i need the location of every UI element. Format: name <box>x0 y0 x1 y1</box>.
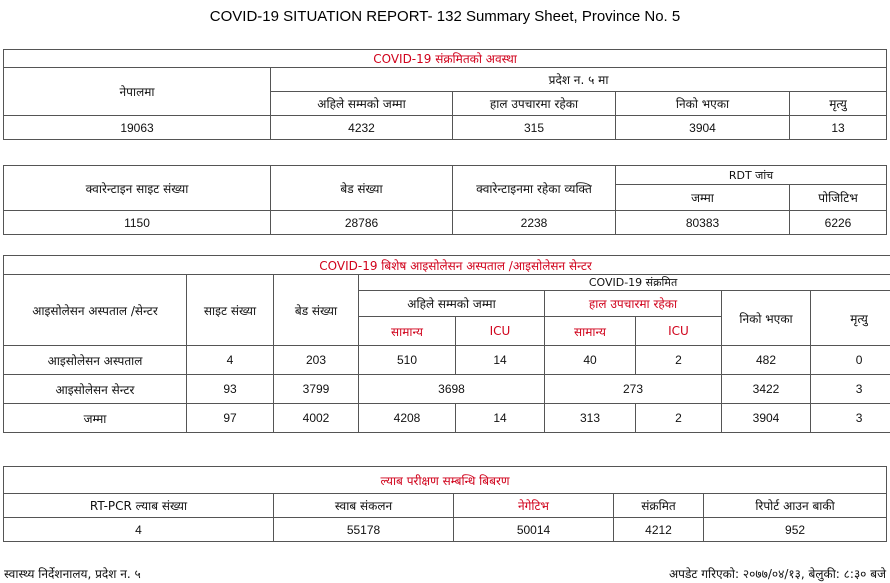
col-recovered: निको भएका <box>616 92 790 116</box>
cell-pending: 952 <box>704 518 887 542</box>
col-sites: साइट संख्या <box>187 275 274 346</box>
col-infected: COVID-19 संक्रमित <box>359 275 890 291</box>
cell-sites: 4 <box>187 346 274 375</box>
col-province: प्रदेश न. ५ मा <box>271 68 887 92</box>
lab-testing-table <box>3 466 887 542</box>
col-rdt-total: जम्मा <box>616 185 790 211</box>
cell-labs: 4 <box>4 518 274 542</box>
cell-active-icu: 2 <box>636 404 722 433</box>
cell-recovered: 482 <box>722 346 811 375</box>
table-row <box>4 211 887 235</box>
col-positive: संक्रमित <box>614 494 704 518</box>
table-row <box>4 404 890 433</box>
cell-nepal: 19063 <box>4 116 271 140</box>
section-header: ल्याब परीक्षण सम्बन्धि बिबरण <box>4 467 887 494</box>
cell-total-general: 4208 <box>359 404 456 433</box>
footer-updated: अपडेट गरिएको: २०७७/०४/१३, बेलुकी: ८:३० बजे <box>669 567 886 581</box>
col-pending: रिपोर्ट आउन बाकी <box>704 494 887 518</box>
infection-status-table <box>3 49 887 140</box>
cell-total-icu: 14 <box>456 404 545 433</box>
cell-beds: 28786 <box>271 211 453 235</box>
cell-death: 3 <box>811 375 890 404</box>
table-row <box>4 375 890 404</box>
cell-recovered: 3904 <box>722 404 811 433</box>
table-row <box>4 518 887 542</box>
cell-sites: 1150 <box>4 211 271 235</box>
col-active: हाल उपचारमा रहेका <box>545 291 722 317</box>
col-active-icu: ICU <box>636 317 722 346</box>
cell-death: 0 <box>811 346 890 375</box>
col-beds: बेड संख्या <box>274 275 359 346</box>
col-negative: नेगेटिभ <box>454 494 614 518</box>
col-in-quarantine: क्वारेन्टाइनमा रहेका व्यक्ति <box>453 166 616 211</box>
cell-recovered: 3904 <box>616 116 790 140</box>
table-row <box>4 116 887 140</box>
cell-total: 4232 <box>271 116 453 140</box>
col-death: मृत्यु <box>811 291 890 346</box>
cell-total-icu: 14 <box>456 346 545 375</box>
cell-sites: 93 <box>187 375 274 404</box>
row-label: जम्मा <box>4 404 187 433</box>
cell-recovered: 3422 <box>722 375 811 404</box>
cell-rdt-positive: 6226 <box>790 211 887 235</box>
col-total: अहिले सम्मको जम्मा <box>271 92 453 116</box>
cell-positive: 4212 <box>614 518 704 542</box>
cell-beds: 4002 <box>274 404 359 433</box>
col-labs: RT-PCR ल्याब संख्या <box>4 494 274 518</box>
cell-swab: 55178 <box>274 518 454 542</box>
col-active-general: सामान्य <box>545 317 636 346</box>
col-active: हाल उपचारमा रहेका <box>453 92 616 116</box>
col-recovered: निको भएका <box>722 291 811 346</box>
report-title: COVID-19 SITUATION REPORT- 132 Summary Sheet, Province No. 5 <box>209 8 681 25</box>
cell-negative: 50014 <box>454 518 614 542</box>
cell-active-icu: 2 <box>636 346 722 375</box>
quarantine-table <box>3 165 887 235</box>
section-header: COVID-19 बिशेष आइसोलेसन अस्पताल /आइसोलेसन सेन्टर <box>4 256 890 275</box>
col-quarantine-sites: क्वारेन्टाइन साइट संख्या <box>4 166 271 211</box>
col-total: अहिले सम्मको जम्मा <box>359 291 545 317</box>
isolation-table <box>3 255 890 433</box>
col-type: आइसोलेसन अस्पताल /सेन्टर <box>4 275 187 346</box>
col-total-general: सामान्य <box>359 317 456 346</box>
cell-rdt-total: 80383 <box>616 211 790 235</box>
table-row <box>4 346 890 375</box>
cell-beds: 203 <box>274 346 359 375</box>
cell-sites: 97 <box>187 404 274 433</box>
section-header: COVID-19 संक्रमितको अवस्था <box>4 50 887 68</box>
row-label: आइसोलेसन अस्पताल <box>4 346 187 375</box>
col-rdt-positive: पोजिटिभ <box>790 185 887 211</box>
footer-organization: स्वास्थ्य निर्देशनालय, प्रदेश न. ५ <box>4 567 141 581</box>
col-rdt: RDT जांच <box>616 166 887 185</box>
cell-total-merged: 3698 <box>359 375 545 404</box>
cell-active: 315 <box>453 116 616 140</box>
col-total-icu: ICU <box>456 317 545 346</box>
row-label: आइसोलेसन सेन्टर <box>4 375 187 404</box>
cell-active-general: 40 <box>545 346 636 375</box>
cell-total-general: 510 <box>359 346 456 375</box>
cell-in-quarantine: 2238 <box>453 211 616 235</box>
cell-beds: 3799 <box>274 375 359 404</box>
cell-death: 3 <box>811 404 890 433</box>
col-nepal: नेपालमा <box>4 68 271 116</box>
cell-active-general: 313 <box>545 404 636 433</box>
cell-active-merged: 273 <box>545 375 722 404</box>
col-swab: स्वाब संकलन <box>274 494 454 518</box>
cell-death: 13 <box>790 116 887 140</box>
col-death: मृत्यु <box>790 92 887 116</box>
col-beds: बेड संख्या <box>271 166 453 211</box>
